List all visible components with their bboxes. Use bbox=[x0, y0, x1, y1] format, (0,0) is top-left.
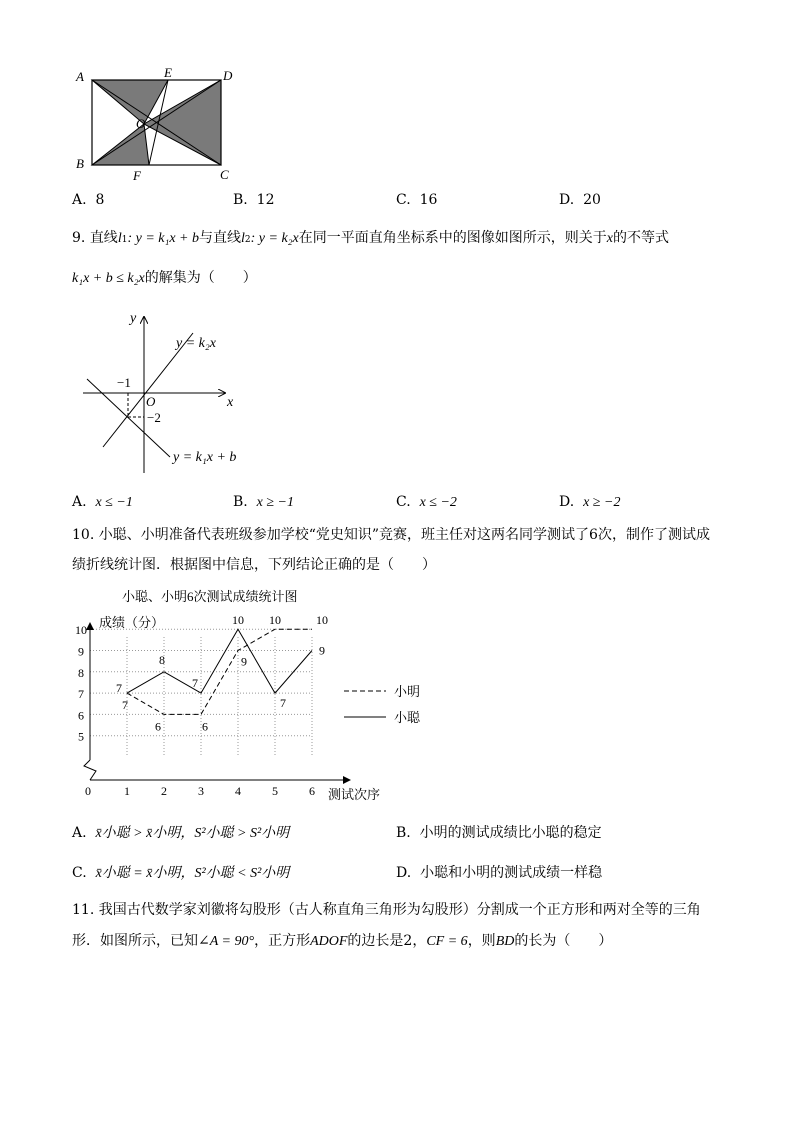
data-label: 10 bbox=[269, 613, 281, 628]
data-label: 10 bbox=[316, 613, 328, 628]
label-line-k1x-b: y = k₁x + b bbox=[173, 450, 237, 465]
y-tick-label: 5 bbox=[78, 729, 84, 744]
option-letter: A. bbox=[72, 494, 87, 510]
y-tick-label: 10 bbox=[75, 623, 87, 638]
data-label: 7 bbox=[280, 696, 286, 711]
q11-text-2a: 形．如图所示，已知∠ bbox=[72, 933, 210, 949]
data-label: 10 bbox=[232, 613, 244, 628]
axes-layer bbox=[75, 623, 350, 798]
q10-option-b[interactable] bbox=[396, 822, 602, 842]
option-letter: B. bbox=[396, 825, 411, 841]
option-letter: A. bbox=[72, 825, 87, 841]
q9-l2-sub: 2 bbox=[244, 235, 251, 245]
y-axis-label: y bbox=[130, 311, 137, 326]
label-c: C bbox=[220, 167, 229, 182]
q10-number: 10. bbox=[72, 527, 95, 543]
option-letter: B. bbox=[233, 494, 248, 510]
option-value: 小聪和小明的测试成绩一样稳 bbox=[420, 865, 603, 881]
q9-option-b[interactable] bbox=[233, 494, 294, 511]
x-tick-label: 1 bbox=[124, 784, 130, 798]
q11-text-2b: ，正方形 bbox=[254, 933, 311, 949]
y-axis-title: 成绩（分） bbox=[99, 615, 165, 630]
option-value: 8 bbox=[95, 192, 105, 208]
label-line-k2x: y = k₂x bbox=[176, 336, 216, 351]
q11-text-2c: 的边长是 bbox=[347, 933, 404, 949]
q11-side: 2 bbox=[403, 933, 413, 949]
q10-option-c[interactable] bbox=[72, 862, 289, 882]
x-tick-label: 5 bbox=[272, 784, 278, 798]
data-label: 9 bbox=[319, 643, 325, 658]
axis-break-symbol bbox=[84, 760, 96, 780]
x-tick-label: 3 bbox=[198, 784, 204, 798]
option-letter: C. bbox=[396, 192, 411, 208]
q11-bd: BD bbox=[495, 934, 515, 949]
q10-text-1: 小聪、小明准备代表班级参加学校“党史知识”竞赛，班主任对这两名同学测试了6次，制作了测试成 bbox=[98, 527, 710, 543]
q11-angle: A = 90° bbox=[209, 934, 255, 949]
data-label: 7 bbox=[116, 681, 122, 696]
origin-label: O bbox=[146, 394, 156, 409]
y-tick-label: 6 bbox=[78, 708, 84, 723]
q9-number: 9. bbox=[72, 230, 86, 246]
q11-text-2d: ，则 bbox=[467, 933, 496, 949]
label-a: A bbox=[76, 69, 84, 84]
data-label: 8 bbox=[159, 652, 165, 667]
q10-option-d[interactable] bbox=[396, 862, 602, 882]
data-label: 7 bbox=[192, 676, 198, 691]
q11-number: 11. bbox=[72, 902, 95, 918]
label-d: D bbox=[223, 68, 233, 83]
option-value: x ≤ −2 bbox=[419, 495, 457, 510]
q8-option-a[interactable] bbox=[72, 192, 104, 208]
option-letter: A. bbox=[72, 192, 87, 208]
q8-figure bbox=[70, 60, 250, 185]
q11-text-2e: 的长为（ ） bbox=[514, 933, 613, 949]
q9-text-b: 与直线 bbox=[199, 230, 242, 246]
tick-neg2: −2 bbox=[147, 410, 161, 425]
q8-option-d[interactable] bbox=[559, 192, 601, 208]
tick-neg1: −1 bbox=[117, 375, 131, 390]
option-value: x ≤ −1 bbox=[95, 495, 133, 510]
q10-stem-line2 bbox=[72, 555, 436, 575]
q9-x: x bbox=[606, 231, 613, 246]
q9-eq2: : y = k₂x bbox=[250, 231, 299, 246]
x-tick-label: 6 bbox=[309, 784, 315, 798]
label-b: B bbox=[76, 156, 84, 171]
option-letter: D. bbox=[396, 865, 412, 881]
label-o: O bbox=[136, 116, 146, 131]
option-letter: C. bbox=[396, 494, 411, 510]
q9-option-c[interactable] bbox=[396, 494, 457, 511]
option-value: x ≥ −2 bbox=[583, 495, 621, 510]
q9-option-d[interactable] bbox=[559, 494, 620, 511]
q10-text-2: 绩折线统计图．根据图中信息，下列结论正确的是（ ） bbox=[72, 557, 436, 573]
q9-l1-sub: 1 bbox=[121, 235, 128, 245]
q10-stem-line1 bbox=[72, 525, 710, 545]
q11-square: ADOF bbox=[310, 934, 348, 949]
q9-eq1: : y = k₁x + b bbox=[127, 231, 200, 246]
x-axis-title: 测试次序 bbox=[328, 787, 381, 802]
data-label: 6 bbox=[202, 719, 208, 734]
q11-cf: CF = 6 bbox=[426, 934, 468, 949]
option-letter: C. bbox=[72, 865, 87, 881]
x-tick-label: 2 bbox=[161, 784, 167, 798]
q9-text-d: 的不等式 bbox=[612, 230, 669, 246]
series-line-xiaocong bbox=[127, 629, 312, 693]
x-tick-label: 4 bbox=[235, 784, 241, 798]
series-layer bbox=[116, 613, 328, 733]
data-label: 6 bbox=[155, 719, 161, 734]
q9-graph bbox=[75, 305, 255, 475]
option-value: 16 bbox=[419, 192, 438, 208]
option-value: x̄小聪 > x̄小明，S²小聪 > S²小明 bbox=[95, 826, 290, 841]
x-origin-label: 0 bbox=[85, 784, 91, 798]
label-f: F bbox=[133, 168, 141, 183]
option-letter: B. bbox=[233, 192, 248, 208]
q9-inequality: k₁x + b ≤ k₂x bbox=[72, 271, 145, 286]
q9-l1: l bbox=[117, 231, 122, 246]
option-value: 小明的测试成绩比小聪的稳定 bbox=[419, 825, 602, 841]
y-tick-label: 9 bbox=[78, 644, 84, 659]
legend-label-xiaocong: 小聪 bbox=[394, 710, 421, 725]
x-axis-label: x bbox=[227, 395, 234, 410]
q9-text-c: 在同一平面直角坐标系中的图像如图所示，则关于 bbox=[298, 230, 607, 246]
q9-text-e: 的解集为（ ） bbox=[144, 270, 257, 286]
data-label: 7 bbox=[122, 698, 128, 713]
q9-option-a[interactable] bbox=[72, 494, 133, 511]
chart-title: 小聪、小明6次测试成绩统计图 bbox=[122, 589, 298, 604]
option-letter: D. bbox=[559, 192, 575, 208]
q9-text-a: 直线 bbox=[89, 230, 118, 246]
q9-stem-line1 bbox=[72, 228, 669, 250]
option-value: 12 bbox=[256, 192, 275, 208]
q9-l2: l bbox=[241, 231, 245, 246]
data-label: 9 bbox=[241, 654, 247, 669]
chart-legend bbox=[344, 684, 421, 725]
option-value: x ≥ −1 bbox=[256, 495, 295, 510]
label-e: E bbox=[164, 65, 172, 80]
q8-option-c[interactable] bbox=[396, 192, 437, 208]
q11-stem-line1 bbox=[72, 900, 701, 920]
option-letter: D. bbox=[559, 494, 575, 510]
q10-option-a[interactable] bbox=[72, 822, 289, 842]
y-tick-label: 7 bbox=[78, 687, 84, 702]
q10-chart bbox=[72, 585, 432, 810]
q8-option-b[interactable] bbox=[233, 192, 274, 208]
y-tick-label: 8 bbox=[78, 665, 84, 680]
q11-stem-line2: 形．如图所示，已知∠A = 90°，正方形ADOF的边长是2，CF = 6，则BD的长为（ ） bbox=[72, 933, 613, 949]
q9-stem-line2 bbox=[72, 268, 257, 289]
option-value: 20 bbox=[583, 192, 601, 208]
q11-text-1: 我国古代数学家刘徽将勾股形（古人称直角三角形为勾股形）分割成一个正方形和两对全等的三角 bbox=[98, 902, 701, 918]
option-value: x̄小聪 = x̄小明，S²小聪 < S²小明 bbox=[95, 866, 290, 881]
legend-label-xiaoming: 小明 bbox=[394, 684, 421, 699]
